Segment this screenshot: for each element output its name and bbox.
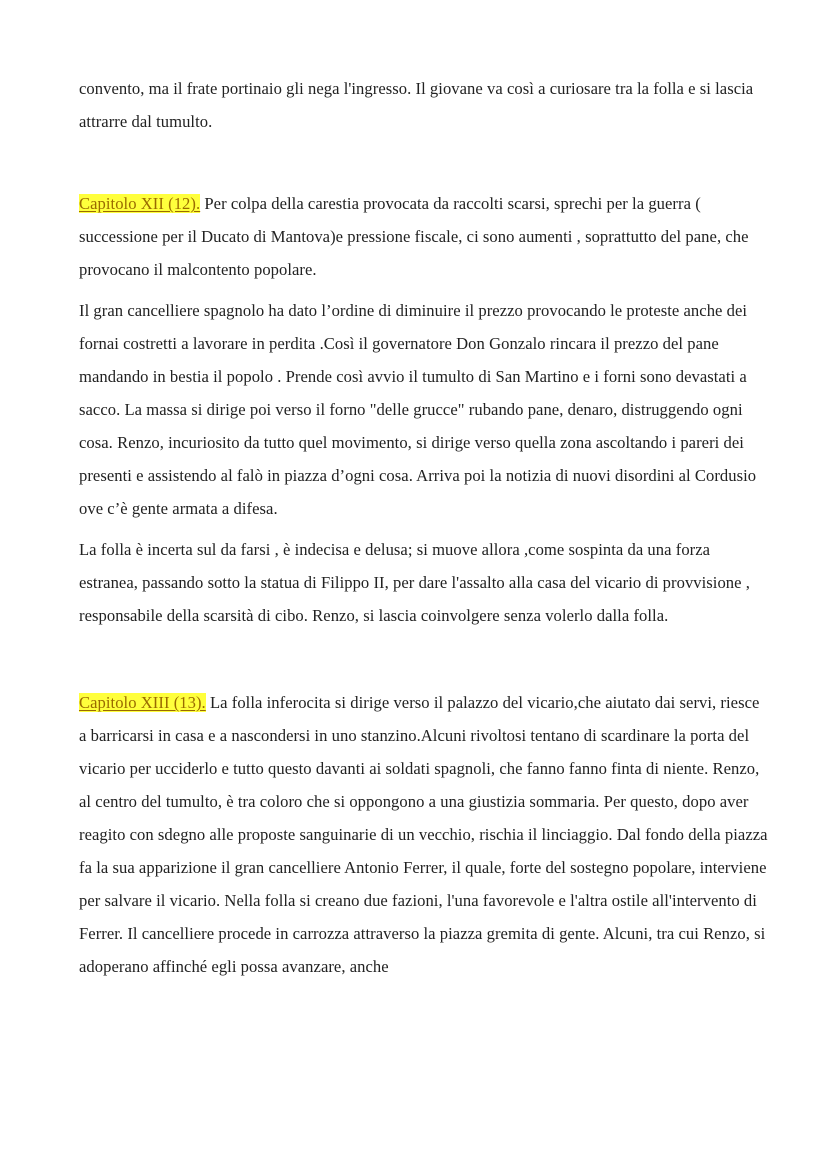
- paragraph-gap: [79, 286, 768, 294]
- chapter-13-heading: Capitolo XIII (13).: [79, 693, 206, 712]
- chapter-12-text: Per colpa della carestia provocata da raccolti scarsi, sprechi per la guerra ( successione per il Ducato di Mantova)e pressione fiscale, ci sono aumenti , soprattutto del pane, che provocano il malcontento popolare.: [79, 194, 749, 279]
- paragraph-cancelliere: Il gran cancelliere spagnolo ha dato l’ordine di diminuire il prezzo provocando le proteste anche dei fornai costretti a lavorare in perdita .Così il governatore Don Gonzalo rincara il prezzo del pane mandando in bestia il popolo . Prende così avvio il tumulto di San Martino e i forni sono devastati a sacco. La massa si dirige poi verso il forno "delle grucce" rubando pane, denaro, distruggendo ogni cosa. Renzo, incuriosito da tutto quel movimento, si dirige verso quella zona ascoltando i pareri dei presenti e assistendo al falò in piazza d’ogni cosa. Arriva poi la notizia di nuovi disordini al Cordusio ove c’è gente armata a difesa.: [79, 301, 757, 518]
- paragraph-chapter-12: [79, 187, 768, 286]
- paragraph-folla: La folla è incerta sul da farsi , è indecisa e delusa; si muove allora ,come sospinta da una forza estranea, passando sotto la statua di Filippo II, per dare l'assalto alla casa del vicario di provvisione , responsabile della scarsità di cibo. Renzo, si lascia coinvolgere senza volerlo dalla folla.: [79, 540, 750, 625]
- chapter-13-text: La folla inferocita si dirige verso il palazzo del vicario,che aiutato dai servi, riesce a barricarsi in casa e a nascondersi in uno stanzino.Alcuni rivoltosi tentano di scardinare la porta del vicario per ucciderlo e tutto questo davanti ai soldati spagnoli, che fanno fanno finta di niente. Renzo, al centro del tumulto, è tra coloro che si oppongono a una giustizia sommaria. Per questo, dopo aver reagito con sdegno alle proposte sanguinarie di un vecchio, rischia il linciaggio. Dal fondo della piazza fa la sua apparizione il gran cancelliere Antonio Ferrer, il quale, forte del sostegno popolare, interviene per salvare il vicario. Nella folla si creano due fazioni, l'una favorevole e l'altra ostile all'intervento di Ferrer. Il cancelliere procede in carrozza attraverso la piazza gremita di gente. Alcuni, tra cui Renzo, si adoperano affinché egli possa avanzare, anche: [79, 693, 768, 976]
- paragraph-gap: [79, 525, 768, 533]
- chapter-12-heading: Capitolo XII (12).: [79, 194, 201, 213]
- paragraph-chapter-13: [79, 686, 768, 983]
- paragraph-intro: convento, ma il frate portinaio gli nega l'ingresso. Il giovane va così a curiosare tra la folla e si lascia attrarre dal tumulto.: [79, 79, 754, 131]
- paragraph-gap: [79, 632, 768, 686]
- paragraph-gap: [79, 138, 768, 187]
